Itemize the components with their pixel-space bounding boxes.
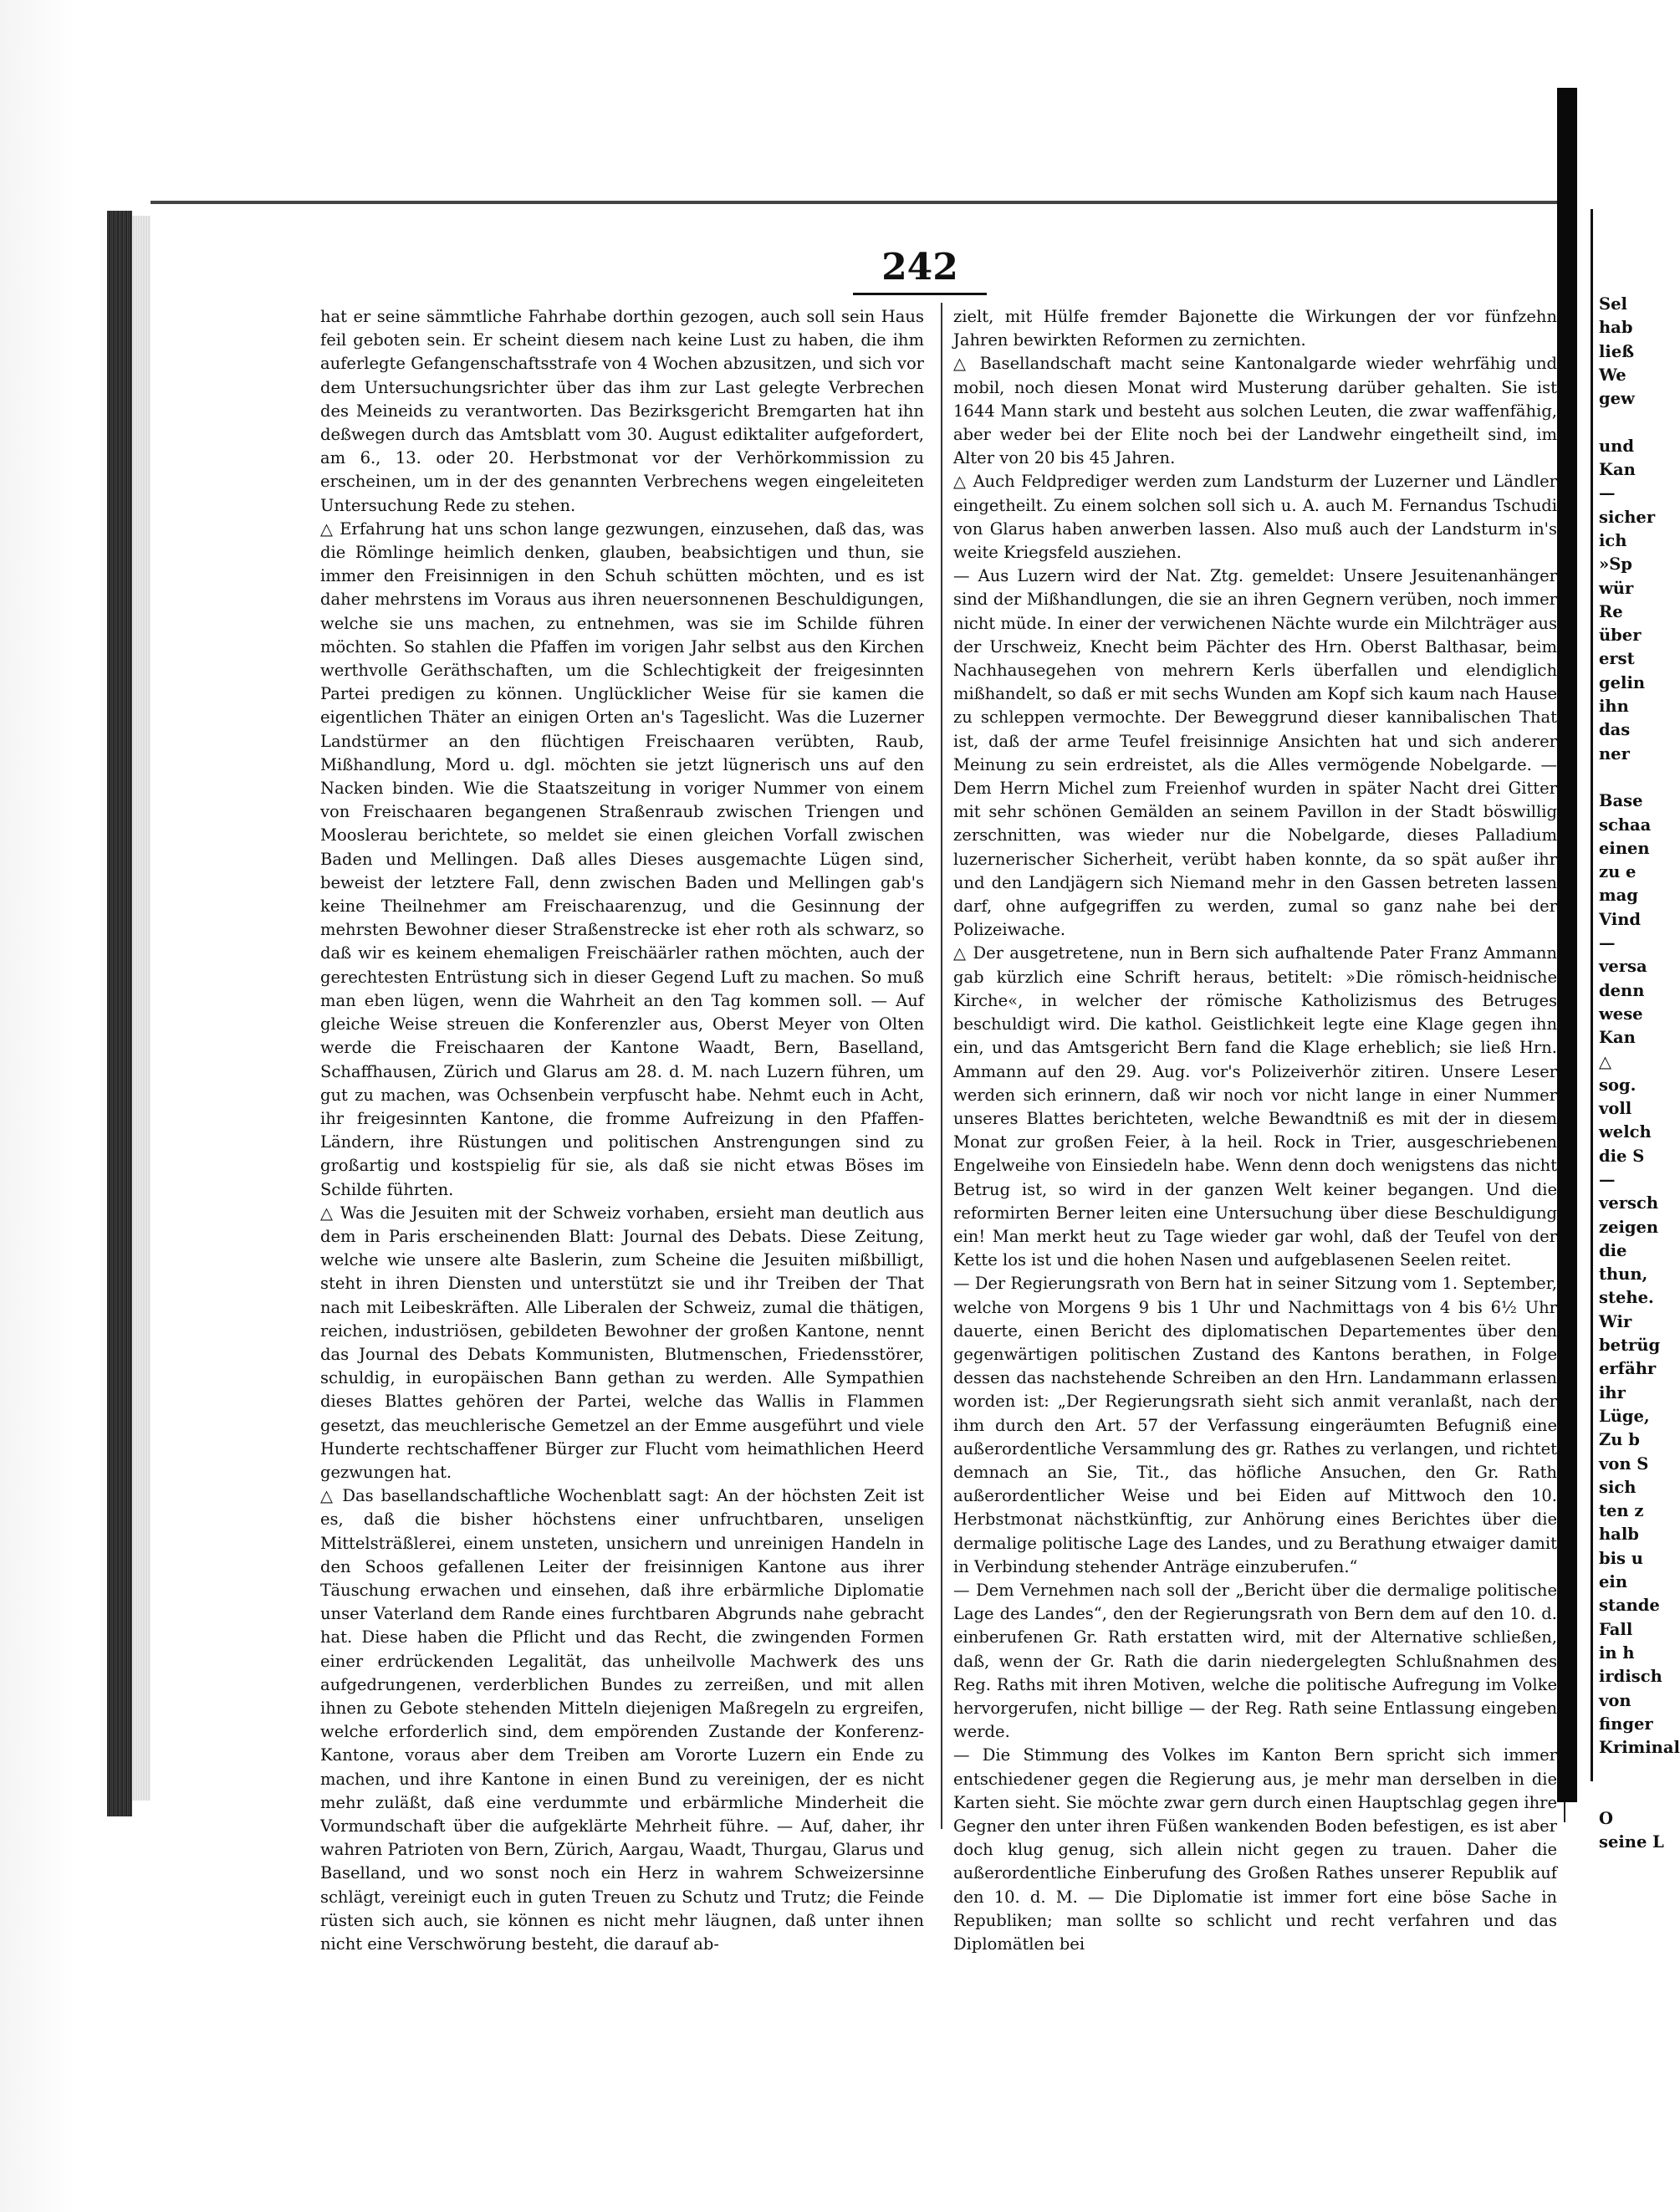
article-paragraph: △ Was die Jesuiten mit der Schweiz vorhaben, ersieht man deutlich aus dem in Paris erscheinenden Blatt: Journal des Debats. Diese Zeitung, welche wie unsere alte Baslerin, zum Scheine die Jesuiten mißbilligt, steht in ihren Diensten und unterstützt sie und ihr Treiben der That nach mit Leibeskräften. Alle Liberalen der Schweiz, zumal die thätigen, reichen, industriösen, gebildeten Bewohner der großen Kantone, nennt das Journal des Debats Kommunisten, Blutmenschen, Friedensstörer, schuldig, in europäischen Bann gethan zu werden. Alle Sympathien dieses Blattes gehören der Partei, welche das Wallis in Flammen gesetzt, das meuchlerische Gemetzel an der Emme ausgeführt und viele Hunderte rechtschaffener Bürger zur Flucht vom heimathlichen Heerd gezwungen hat. [320, 1203, 924, 1482]
facing-page-line: ließ [1599, 341, 1635, 361]
article-paragraph: hat er seine sämmtliche Fahrhabe dorthin gezogen, auch soll sein Haus feil geboten sein. Er scheint diesem nach keine Lust zu haben, die ihm auferlegte Gefangenschaftsstrafe von 4 Wochen abzusitzen, und sich vor dem Untersuchungsrichter über das ihm zur Last gelegte Verbrechen des Meineids zu verantworten. Das Bezirksgericht Bremgarten hat ihn deßwegen durch das Amtsblatt vom 30. August ediktaliter aufgefordert, am 6., 13. oder 20. Herbstmonat vor der Verhörkommission zu erscheinen, um in der des genannten Verbrechens wegen eingeleiteten Untersuchung Rede zu stehen. [320, 307, 924, 515]
facing-page-line [1599, 766, 1672, 789]
left-column [320, 305, 924, 1954]
facing-page-line: Kan [1599, 460, 1636, 480]
book-spine [107, 211, 132, 1816]
article-paragraph: △ Der ausgetretene, nun in Bern sich aufhaltende Pater Franz Ammann gab kürzlich eine Schrift heraus, betitelt: »Die römisch-heidnische Kirche«, in welcher der römische Katholizismus des Betruges beschuldigt wird. Die kathol. Geistlichkeit legte eine Klage gegen ihn ein, und das Amtsgericht Bern fand die Klage erheblich; sie ließ Hrn. Ammann auf den 29. Aug. vor's Polizeiverhör zitiren. Unsere Leser werden sich erinnern, daß wir noch vor nicht lange in einer Nummer unseres Blattes berichteten, welche Bewandtniß es mit der in diesem Monat zur großen Feier, à la heil. Rock in Trier, ausgeschriebenen Engelweihe von Einsiedeln habe. Wenn denn doch wenigstens das nicht Betrug ist, so wird in der ganzen Welt keiner begangen. Und die reformirten Berner leiten eine Untersuchung über diese Beschuldigung ein! Man merkt heut zu Tage wieder gar wohl, daß der Teufel von der Kette los ist und die hohen Nasen und aufgeblasenen Seelen reitet. [953, 943, 1557, 1270]
facing-page-line: von S [1599, 1453, 1649, 1474]
article-paragraph: — Die Stimmung des Volkes im Kanton Bern spricht sich immer entschiedener gegen die Regierung aus, je mehr man derselben in die Karten sieht. Sie möchte zwar gern durch einen Hauptschlag gegen ihre Gegner den unter ihren Füßen wankenden Boden befestigen, es ist aber doch klug genug, sich allein nicht gegen zu trauen. Daher die außerordentliche Einberufung des Großen Rathes unserer Republik auf den 10. d. M. — Die Diplomatie ist immer fort eine böse Sache in Republiken; man sollte so schlicht und recht verfahren und das Diplomätlen bei [953, 1745, 1557, 1954]
facing-page-line: zeigen [1599, 1217, 1659, 1237]
facing-page-line: gelin [1599, 672, 1646, 692]
facing-page-line: Zu b [1599, 1430, 1640, 1450]
facing-page-line: — [1599, 483, 1616, 503]
facing-page-line: ich [1599, 530, 1627, 550]
facing-page-line: »Sp [1599, 554, 1632, 575]
article-paragraph: — Dem Vernehmen nach soll der „Bericht über die dermalige politische Lage des Landes“, den der Regierungsrath von Bern dem auf den 10. d. einberufenen Gr. Rath erstatten wird, mit der Alternative schließen, daß, wenn der Gr. Rath die darin niedergelegten Schlußnahmen des Reg. Raths mit ihren Motiven, welche die politische Aufregung im Volke hervorgerufen, nicht billige — der Reg. Rath seine Entlassung eingeben werde. [953, 1580, 1557, 1742]
facing-page-line [1599, 1760, 1672, 1783]
facing-page-line: Lüge, [1599, 1406, 1650, 1426]
facing-page-line: schaa [1599, 815, 1652, 835]
facing-page-line: die S [1599, 1146, 1645, 1166]
facing-page-line: sog. [1599, 1075, 1637, 1095]
facing-page-line: zu e [1599, 862, 1637, 882]
facing-page-line: Base [1599, 791, 1643, 811]
facing-page-line: seine L [1599, 1832, 1664, 1852]
facing-page-line: ner [1599, 743, 1630, 764]
facing-page-line: wese [1599, 1004, 1643, 1024]
facing-page-line: Fall [1599, 1619, 1633, 1639]
facing-page-line: versch [1599, 1193, 1659, 1213]
article-paragraph: △ Auch Feldprediger werden zum Landsturm der Luzerner und Ländler eingetheilt. Zu einem solchen soll sich u. A. auch M. Fernandus Tschudi von Glarus haben anwerben lassen. Also muß auch der Landsturm in's weite Kriegsfeld ausziehen. [953, 472, 1557, 563]
facing-page-line: O [1599, 1809, 1613, 1828]
facing-page-line: das [1599, 720, 1631, 740]
facing-page-line: thun, [1599, 1264, 1648, 1285]
facing-page-line: △ [1599, 1051, 1611, 1071]
facing-page-line: ten z [1599, 1501, 1644, 1521]
facing-page-line: halb [1599, 1525, 1639, 1545]
facing-page-line: Wir [1599, 1311, 1632, 1331]
facing-page-line: mag [1599, 886, 1638, 906]
facing-page-line: gew [1599, 389, 1635, 409]
facing-page-line: in h [1599, 1642, 1635, 1663]
article-paragraph: △ Erfahrung hat uns schon lange gezwungen, einzusehen, daß das, was die Römlinge heimlich denken, glauben, beabsichtigen und thun, sie immer den Freisinnigen in den Schuh schütten möchten, und es ist daher mehrstens im Voraus aus ihren neuersonnenen Beschuldigungen, welche sie uns machen, zu entnehmen, was sie im Schilde führen möchten. So stahlen die Pfaffen im vorigen Jahr selbst aus den Kirchen werthvolle Geräthschaften, um die Schlechtigkeit der freigesinnten Partei predigen zu können. Unglücklicher Weise für sie kamen die eigentlichen Thäter an einigen Orten an's Tageslicht. Was die Luzerner Landstürmer an den flüchtigen Freischaaren verübten, Raub, Mißhandlung, Mord u. dgl. möchten sie jetzt lügnerisch uns auf den Nacken binden. Wie die Staatszeitung in voriger Nummer von einem von Freischaaren begangenen Straßenraub zwischen Triengen und Mooslerau berichtete, so meldet sie einen gleichen Vorfall zwischen Baden und Mellingen. Daß alles Dieses ausgemachte Lügen sind, beweist der letztere Fall, denn zwischen Baden und Mellingen gab's keine Theilnehmer am Freischaarenzug, und die Gesinnung der mehrsten Bewohner dieser Straßenstrecke ist eher roth als schwarz, so daß wir es keinem ehemaligen Freischäärler rathen möchten, auch der gerechtesten Entrüstung sich in dieser Gegend Luft zu machen. So muß man eben lügen, wenn die Wahrheit an den Tag kommen soll. — Auf gleiche Weise streuen die Konferenzler aus, Oberst Meyer von Olten werde die Freischaaren der Kantone Waadt, Bern, Baselland, Schaffhausen, Zürich und Glarus am 28. d. M. nach Luzern führen, um gut zu machen, was Ochsenbein verpfuscht habe. Nehmt euch in Acht, ihr freigesinnten Kantone, die fromme Aufreizung in den Pfaffen-Ländern, ihre Rüstungen und politischen Anstrengungen sind zu großartig und kostspielig für sie, als daß sie nicht etwas Böses im Schilde führten. [320, 519, 924, 1199]
gutter-shadow [1557, 88, 1577, 1802]
facing-page-line: wür [1599, 578, 1634, 598]
facing-page-line: — [1599, 933, 1616, 953]
facing-page-line: — [1599, 1169, 1616, 1189]
facing-page-line: und [1599, 436, 1634, 456]
facing-page-line: stande [1599, 1596, 1660, 1616]
facing-page-line: hab [1599, 318, 1633, 338]
facing-page-line: ein [1599, 1572, 1627, 1592]
facing-page-line: betrüg [1599, 1336, 1661, 1356]
article-paragraph: △ Das basellandschaftliche Wochenblatt sagt: An der höchsten Zeit ist es, daß die bisher höchstens einer unfruchtbaren, unseligen Mittelsträßlerei, einem unsteten, unsichern und unreinigen Handeln in den Schoos gefallenen Leiter der freisinnigen Kantone aus ihrer Täuschung erwachen und einsehen, daß ihre erbärmliche Diplomatie unser Vaterland dem Rande eines furchtbaren Abgrunds nahe gebracht hat. Diese haben die Pflicht und das Recht, die zwingenden Formen einer erdrückenden Legalität, das unheilvolle Machwerk des uns aufgedrungenen, verderblichen Bundes zu zerreißen, und mit allen ihnen zu Gebote stehenden Mitteln diejenigen Maßregeln zu ergreifen, welche erforderlich sind, dem empörenden Zustande der Konferenz-Kantone, voraus aber dem Treiben am Vororte Luzern ein Ende zu machen, und ihre Kantone in einen Bund zu vereinigen, der es nicht mehr zuläßt, daß eine verdummte und erbärmliche Minderheit die Vormundschaft über die aufgeklärte Mehrheit führe. — Auf, daher, ihr wahren Patrioten von Bern, Zürich, Aargau, Waadt, Thurgau, Glarus und Baselland, und wo sonst noch ein Herz in wahrem Schweizersinne schlägt, vereinigt euch in guten Treuen zu Schutz und Trutz; die Feinde rüsten sich auch, sie können es nicht mehr läugnen, daß unter ihnen nicht eine Verschwörung besteht, die darauf ab- [320, 1486, 924, 1954]
facing-page-line: von [1599, 1690, 1631, 1710]
article-paragraph: — Aus Luzern wird der Nat. Ztg. gemeldet: Unsere Jesuitenanhänger sind der Mißhandlungen, die sie an ihren Gegnern verüben, noch immer nicht müde. In einer der verwichenen Nächte wurde ein Milchträger aus der Urschweiz, Knecht beim Pächter des Hrn. Oberst Balthasar, beim Nachhausegehen von mehrern Kerls überfallen und elendiglich mißhandelt, so daß er mit sechs Wunden am Kopf sich kaum nach Hause zu schleppen vermochte. Der Beweggrund dieser kannibalischen That ist, daß der arme Teufel freisinnige Ansichten hat und sich anderer Meinung zu sein erdreistet, als die Alles vermögende Nobelgarde. — Dem Herrn Michel zum Freienhof wurden in später Nacht drei Gitter mit sehr schönen Gemälden an seinem Pavillon in der Stadt böswillig zerschnitten, was wieder nur die Nobelgarde, dieses Palladium luzernerischer Sicherheit, verübt haben konnte, da so spät außer ihr und den Landjägern sich Niemand mehr in den Gassen betreten lassen darf, ohne aufgegriffen zu werden, zumal so ganz nahe bei der Polizeiwache. [953, 566, 1557, 940]
page-edges [132, 216, 151, 1801]
facing-page-line: erst [1599, 649, 1635, 669]
facing-page-line [1599, 411, 1672, 434]
facing-page-line: welch [1599, 1122, 1652, 1142]
facing-page-line [1599, 1784, 1672, 1807]
facing-page-line: denn [1599, 980, 1645, 1000]
gutter-line [1591, 209, 1593, 1781]
facing-page-line: ihr [1599, 1382, 1626, 1402]
facing-page-fragment [1599, 293, 1680, 1852]
article-paragraph: △ Basellandschaft macht seine Kantonalgarde wieder wehrfähig und mobil, noch diesen Monat wird Musterung darüber gehalten. Sie ist 1644 Mann stark und besteht aus solchen Leuten, die zwar waffenfähig, aber weder bei der Elite noch bei der Landwehr eingetheilt sind, im Alter von 20 bis 45 Jahren. [953, 354, 1557, 468]
facing-page-line: über [1599, 626, 1642, 646]
article-paragraph: — Der Regierungsrath von Bern hat in seiner Sitzung vom 1. September, welche von Morgens 9 bis 1 Uhr und Nachmittags von 4 bis 6½ Uhr dauerte, einen Bericht des diplomatischen Departementes über den gegenwärtigen politischen Zustand des Kantons berathen, in Folge dessen das nachstehende Schreiben an den Hrn. Landammann erlassen worden ist: „Der Regierungsrath sieht sich anmit veranlaßt, nach der ihm durch den Art. 57 der Verfassung eingeräumten Befugniß eine außerordentliche Versammlung des gr. Rathes zu verlangen, und richtet demnach an Sie, Tit., das höfliche Ansuchen, den Gr. Rath außerordentlicher Weise und bei Eiden auf Mittwoch den 10. Herbstmonat nächstkünftig, zur Anhörung eines Berichtes über die dermalige politische Lage des Landes, und zu Berathung etwaiger damit in Verbindung stehender Anträge einzuberufen.“ [953, 1274, 1557, 1576]
facing-page-line: einen [1599, 838, 1650, 858]
facing-page-line: ihn [1599, 697, 1629, 717]
facing-page-line: die [1599, 1240, 1627, 1260]
facing-page-line: Sel [1599, 294, 1627, 314]
facing-page-line: finger [1599, 1714, 1653, 1734]
article-paragraph: zielt, mit Hülfe fremder Bajonette die Wirkungen der vor fünfzehn Jahren bewirkten Reformen zu zernichten. [953, 307, 1557, 350]
facing-page-line: bis u [1599, 1548, 1643, 1568]
facing-page-line: sicher [1599, 507, 1656, 527]
column-divider [941, 303, 942, 1829]
facing-page-line: irdisch [1599, 1667, 1662, 1687]
facing-page-line: voll [1599, 1099, 1632, 1119]
facing-page-line: Kriminal [1599, 1738, 1680, 1758]
page-number: 242 [853, 243, 987, 295]
facing-page-line: We [1599, 365, 1626, 385]
facing-page-line: sich [1599, 1477, 1637, 1497]
facing-page-line: stehe. [1599, 1288, 1654, 1308]
right-column [953, 305, 1557, 1954]
facing-page-line: versa [1599, 957, 1647, 977]
facing-page-line: Kan [1599, 1028, 1636, 1048]
facing-page-line: erfähr [1599, 1359, 1657, 1379]
facing-page-line: Vind [1599, 909, 1642, 929]
facing-page-line: Re [1599, 601, 1623, 621]
